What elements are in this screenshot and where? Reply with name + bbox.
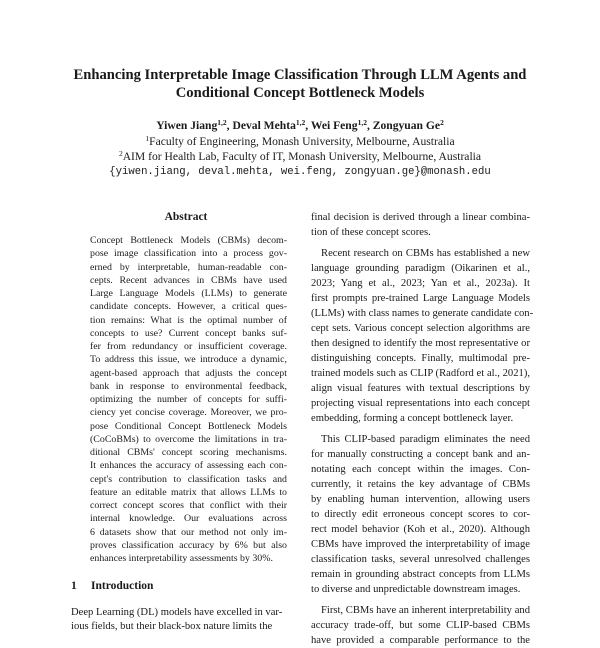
abstract-line: pose image classification into a process gov- (90, 248, 287, 260)
abstract-line: ciency yet concise coverage. Moreover, we pro- (90, 407, 287, 419)
paragraph-line: final decision is derived through a linear combina- (311, 212, 530, 223)
abstract-heading: Abstract (164, 211, 208, 223)
paragraph-line: have provided a comparable performance to the (311, 635, 530, 646)
paragraph-line: trained models such as CLIP (Radford et al., 2021), (311, 368, 530, 379)
author-email: {yiwen.jiang, deval.mehta, wei.feng, zongyuan.ge}@monash.edu (109, 165, 491, 178)
section-number: 1 (71, 580, 77, 593)
abstract-line: 6 datasets show that our method not only im- (90, 526, 287, 538)
abstract-line: cepts. Recent advances in CBMs have used (90, 274, 287, 286)
abstract-line: agent-based approach that adjusts the concept (90, 367, 287, 379)
abstract-line: enhances interpretability assessments by 30%. (90, 553, 273, 564)
abstract-line: optimizing the number of concepts for suffi- (90, 394, 287, 405)
abstract-line: correct concept scores that conflict with their (90, 500, 287, 511)
paragraph (311, 432, 530, 597)
author-name: Wei Feng (310, 119, 358, 132)
author-affiliation-mark: 2 (440, 118, 444, 127)
abstract-line: Large Language Models (LLMs) to generate (90, 288, 287, 299)
left-column (71, 210, 301, 634)
abstract-line: It enhances the accuracy of assessing each con- (90, 460, 287, 472)
abstract-line: tion remains: What is the optimal number of (90, 314, 287, 326)
paragraph (311, 210, 530, 240)
abstract-line: internal knowledge. Our evaluations across (90, 513, 287, 525)
affiliation-mark: 1 (145, 133, 150, 143)
paragraph-line: to directly edit erroneous concept scores to cor- (311, 509, 530, 520)
right-column (311, 210, 534, 648)
paragraph-line: First, CBMs have an inherent interpretability and (321, 605, 530, 616)
paragraph-line: currently, it retains the key advantage of CBMs (311, 479, 530, 490)
paragraph-line: then designed to identify the most representative or (311, 338, 530, 349)
paragraph-line: distinguishing concepts. Finally, multimodal pre- (311, 353, 530, 364)
affiliation-mark: 2 (118, 149, 123, 158)
paragraph-line: embedding, forming a concept bottleneck layer. (311, 413, 514, 424)
introduction-body (71, 606, 301, 634)
affiliation-text: AIM for Health Lab, Faculty of IT, Monash University, Melbourne, Australia (122, 150, 482, 163)
paragraph-line: to diverse and unpredictable downstream images. (311, 584, 521, 595)
paragraph-line: align visual features with textual descriptions by (311, 383, 530, 394)
paragraph-line: Recent research on CBMs has established a new (321, 248, 530, 259)
paragraph-line: by enabling human intervention, allowing users (311, 494, 530, 505)
paragraph-line: classification tasks, several unresolved challenges (311, 554, 530, 565)
paragraph-line: for manually constructing a concept bank and an- (311, 449, 530, 460)
author-affiliation-mark: 1,2 (295, 118, 306, 127)
paragraph-line: remain in grounding abstract concepts from LLMs (311, 569, 530, 580)
author-block (40, 118, 560, 180)
paragraph-line: cept sets. Various concept selection algorithms are (311, 323, 530, 334)
paragraph-line: tion of these concept scores. (311, 227, 431, 238)
abstract-line: erned by interpretable, human-readable con- (90, 261, 287, 273)
introduction-line: Deep Learning (DL) models have excelled in var- (71, 607, 283, 619)
abstract-line: (CoCoBMs) to overcome the limitations in tra- (90, 433, 287, 445)
introduction-heading (71, 579, 301, 594)
abstract-line: To address this issue, we introduce a dynamic, (90, 354, 287, 366)
paragraph-line: first prompts pre-trained Large Language Models (311, 293, 530, 304)
right-column-body (311, 210, 534, 648)
author-affiliation-mark: 1,2 (217, 118, 227, 127)
paragraph-line: 2023; Yang et al., 2023; Yan et al., 2023a). It (311, 278, 530, 289)
abstract-line: pose Conditional Concept Bottleneck Models (90, 420, 287, 432)
abstract-line: concepts to use? Current concept banks suf- (90, 327, 287, 339)
paper-title (40, 66, 560, 102)
abstract-line: proves classification accuracy by 6% but also (90, 539, 287, 551)
title-line: Conditional Concept Bottleneck Models (175, 85, 425, 101)
author-name: Zongyuan Ge (372, 119, 441, 132)
abstract-line: ditional CBMs' concept scoring mechanisms. (90, 447, 287, 458)
abstract-line: Concept Bottleneck Models (CBMs) decom- (90, 235, 287, 246)
abstract-body (90, 234, 287, 565)
paragraph-line: rect model behavior (Koh et al., 2020). Although (311, 524, 530, 535)
paragraph-line: This CLIP-based paradigm eliminates the need (321, 434, 530, 445)
abstract-line: fer from redundancy or insufficient coverage. (90, 341, 287, 352)
paragraph-line: accuracy trade-off, but some CLIP-based CBMs (311, 620, 530, 631)
author-names: Yiwen Jiang$^{1,2}$, Deval Mehta$^{1,2}$, Wei Feng$^{1,2}$, Zongyuan Ge$^2$ (156, 118, 444, 132)
abstract-line: bank in response to environmental feedback, (90, 380, 287, 392)
abstract-line: feature an editable matrix that allows LLMs to (90, 486, 287, 498)
paragraph-line: projecting visual representations into each concept (311, 398, 530, 409)
author-name: Deval Mehta (232, 119, 296, 132)
affiliation-1 (40, 134, 560, 150)
abstract-line: candidate concepts. However, a critical ques- (90, 301, 287, 313)
abstract-line: cept's contribution to classification tasks and (90, 473, 287, 485)
paragraph-line: CBMs have improved the interpretability of image (311, 539, 530, 550)
paragraph (311, 246, 534, 426)
paragraph-line: (LLMs) with class names to generate candidate con- (311, 308, 534, 319)
paragraph-line: notating each concept within the images. Con- (311, 464, 530, 475)
paragraph (311, 603, 530, 648)
affiliation-text: Faculty of Engineering, Monash University, Melbourne, Australia (149, 134, 455, 148)
introduction-line: ious fields, but their black-box nature limits the (71, 621, 273, 633)
affiliation-2 (40, 149, 560, 165)
paragraph-line: language grounding paradigm (Oikarinen et al., (311, 263, 530, 274)
author-affiliation-mark: 1,2 (357, 118, 367, 127)
author-name: Yiwen Jiang (156, 119, 218, 132)
title-line: Enhancing Interpretable Image Classification Through LLM Agents and (73, 67, 527, 83)
section-title: Introduction (91, 580, 154, 593)
